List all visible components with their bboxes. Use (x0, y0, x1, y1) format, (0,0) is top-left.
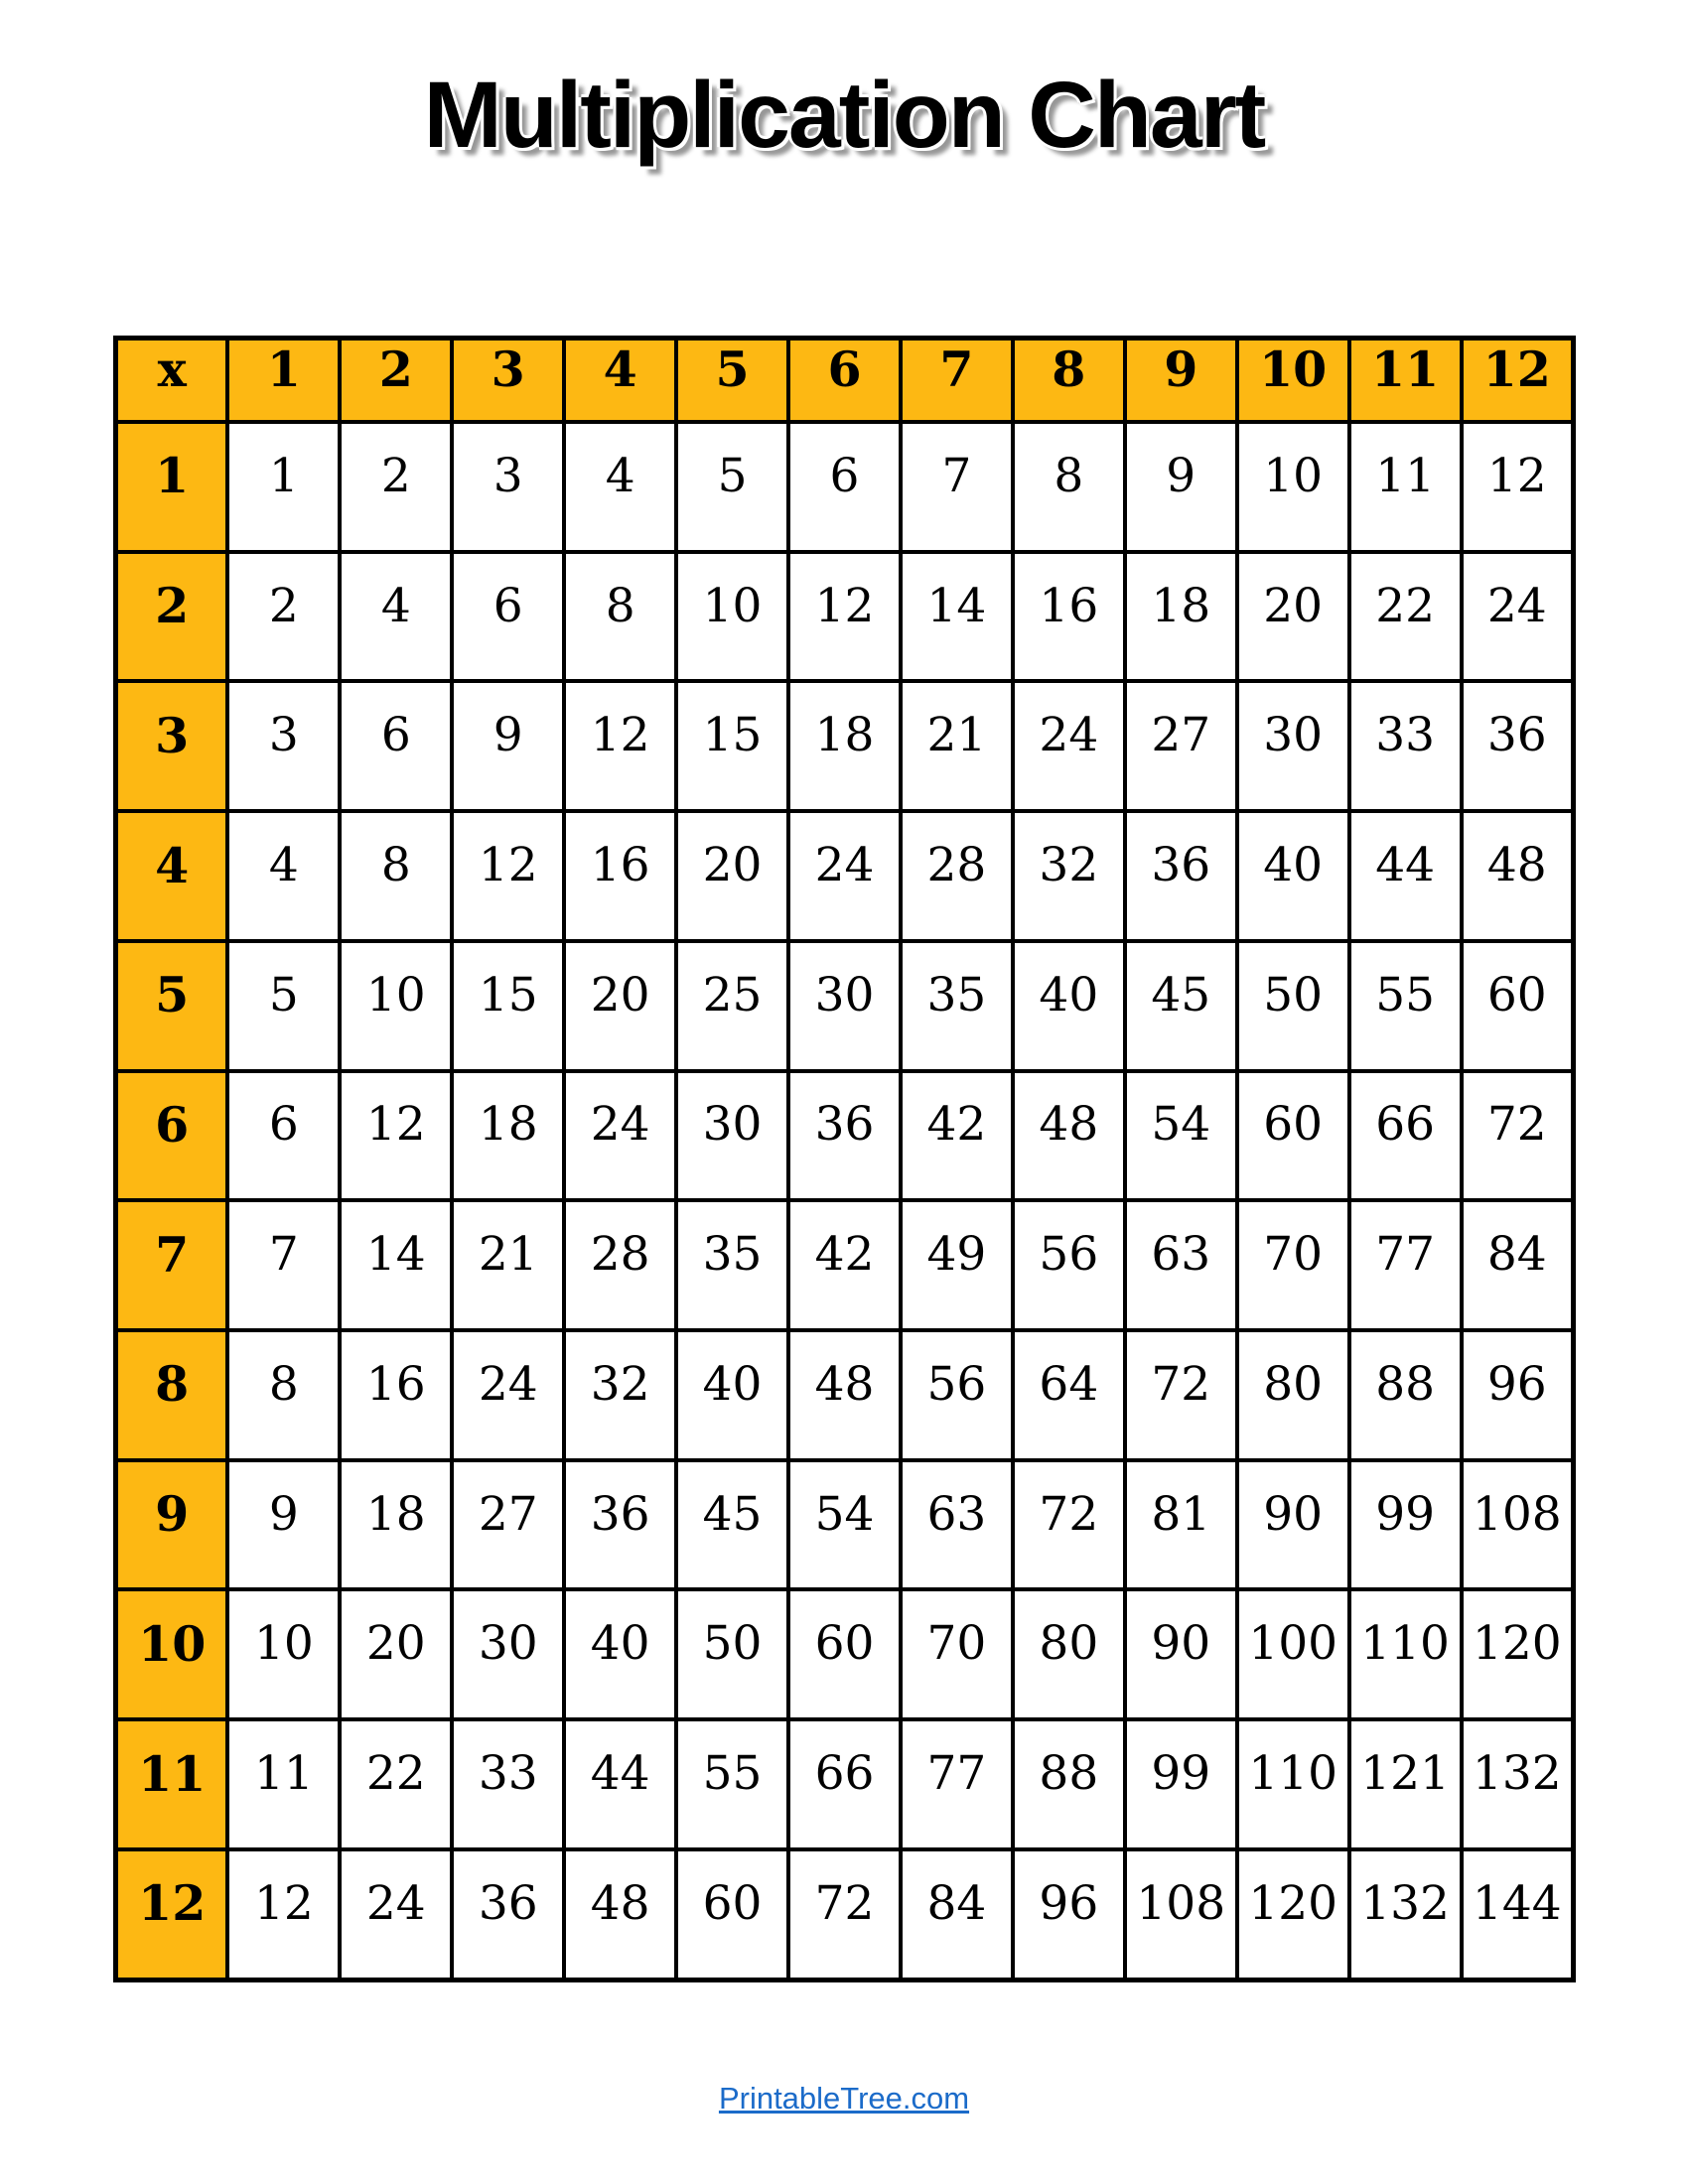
product-cell: 24 (1462, 552, 1574, 682)
product-cell: 54 (788, 1460, 901, 1590)
product-cell: 10 (340, 941, 452, 1071)
table-row (116, 1719, 1574, 1849)
footer (0, 2081, 1688, 2116)
product-cell: 88 (1349, 1330, 1462, 1460)
product-cell: 40 (1237, 811, 1349, 941)
product-cell: 14 (340, 1200, 452, 1330)
row-header-cell: 8 (116, 1330, 228, 1460)
row-header-cell: 4 (116, 811, 228, 941)
product-cell: 24 (452, 1330, 564, 1460)
product-cell: 100 (1237, 1589, 1349, 1719)
product-cell: 25 (676, 941, 788, 1071)
product-cell: 70 (901, 1589, 1013, 1719)
product-cell: 24 (788, 811, 901, 941)
product-cell: 24 (340, 1849, 452, 1980)
product-cell: 36 (1125, 811, 1237, 941)
row-header-cell: 6 (116, 1071, 228, 1201)
product-cell: 81 (1125, 1460, 1237, 1590)
product-cell: 90 (1125, 1589, 1237, 1719)
product-cell: 66 (788, 1719, 901, 1849)
product-cell: 20 (1237, 552, 1349, 682)
col-header-cell: 12 (1462, 339, 1574, 423)
product-cell: 40 (564, 1589, 676, 1719)
product-cell: 64 (1013, 1330, 1125, 1460)
product-cell: 32 (564, 1330, 676, 1460)
product-cell: 28 (564, 1200, 676, 1330)
product-cell: 10 (1237, 422, 1349, 552)
product-cell: 7 (227, 1200, 340, 1330)
product-cell: 60 (676, 1849, 788, 1980)
product-cell: 66 (1349, 1071, 1462, 1201)
col-header-cell: 7 (901, 339, 1013, 423)
product-cell: 4 (564, 422, 676, 552)
product-cell: 77 (1349, 1200, 1462, 1330)
col-header-cell: 10 (1237, 339, 1349, 423)
table-body (116, 422, 1574, 1980)
product-cell: 120 (1462, 1589, 1574, 1719)
product-cell: 72 (1125, 1330, 1237, 1460)
table-row (116, 811, 1574, 941)
product-cell: 5 (227, 941, 340, 1071)
product-cell: 10 (227, 1589, 340, 1719)
product-cell: 84 (901, 1849, 1013, 1980)
product-cell: 18 (1125, 552, 1237, 682)
col-header-cell: 8 (1013, 339, 1125, 423)
product-cell: 1 (227, 422, 340, 552)
product-cell: 3 (227, 681, 340, 811)
product-cell: 99 (1349, 1460, 1462, 1590)
product-cell: 9 (452, 681, 564, 811)
product-cell: 18 (452, 1071, 564, 1201)
footer-link[interactable]: PrintableTree.com (718, 2081, 970, 2116)
product-cell: 11 (227, 1719, 340, 1849)
product-cell: 12 (340, 1071, 452, 1201)
product-cell: 121 (1349, 1719, 1462, 1849)
product-cell: 48 (788, 1330, 901, 1460)
col-header-cell: 3 (452, 339, 564, 423)
product-cell: 60 (1462, 941, 1574, 1071)
product-cell: 2 (340, 422, 452, 552)
product-cell: 35 (676, 1200, 788, 1330)
col-header-cell: 11 (1349, 339, 1462, 423)
product-cell: 21 (901, 681, 1013, 811)
product-cell: 44 (1349, 811, 1462, 941)
product-cell: 11 (1349, 422, 1462, 552)
product-cell: 110 (1237, 1719, 1349, 1849)
product-cell: 55 (1349, 941, 1462, 1071)
corner-cell: x (116, 339, 228, 423)
product-cell: 6 (452, 552, 564, 682)
col-header-cell: 6 (788, 339, 901, 423)
col-header-cell: 5 (676, 339, 788, 423)
product-cell: 9 (227, 1460, 340, 1590)
product-cell: 16 (564, 811, 676, 941)
product-cell: 42 (901, 1071, 1013, 1201)
col-header-cell: 4 (564, 339, 676, 423)
row-header-cell: 12 (116, 1849, 228, 1980)
row-header-cell: 1 (116, 422, 228, 552)
product-cell: 48 (1462, 811, 1574, 941)
product-cell: 72 (788, 1849, 901, 1980)
product-cell: 12 (564, 681, 676, 811)
product-cell: 120 (1237, 1849, 1349, 1980)
table-row (116, 1200, 1574, 1330)
product-cell: 14 (901, 552, 1013, 682)
product-cell: 45 (1125, 941, 1237, 1071)
row-header-cell: 3 (116, 681, 228, 811)
product-cell: 35 (901, 941, 1013, 1071)
product-cell: 80 (1013, 1589, 1125, 1719)
product-cell: 84 (1462, 1200, 1574, 1330)
product-cell: 22 (340, 1719, 452, 1849)
col-header-cell: 1 (227, 339, 340, 423)
product-cell: 48 (1013, 1071, 1125, 1201)
product-cell: 4 (227, 811, 340, 941)
table-row (116, 681, 1574, 811)
product-cell: 30 (788, 941, 901, 1071)
product-cell: 2 (227, 552, 340, 682)
table-row (116, 1849, 1574, 1980)
product-cell: 22 (1349, 552, 1462, 682)
product-cell: 54 (1125, 1071, 1237, 1201)
col-header-cell: 2 (340, 339, 452, 423)
product-cell: 24 (1013, 681, 1125, 811)
product-cell: 8 (564, 552, 676, 682)
table-row (116, 552, 1574, 682)
product-cell: 88 (1013, 1719, 1125, 1849)
product-cell: 36 (1462, 681, 1574, 811)
product-cell: 4 (340, 552, 452, 682)
product-cell: 40 (676, 1330, 788, 1460)
table-header-row (116, 339, 1574, 423)
product-cell: 45 (676, 1460, 788, 1590)
product-cell: 55 (676, 1719, 788, 1849)
row-header-cell: 10 (116, 1589, 228, 1719)
table-row (116, 1460, 1574, 1590)
product-cell: 18 (340, 1460, 452, 1590)
product-cell: 99 (1125, 1719, 1237, 1849)
row-header-cell: 11 (116, 1719, 228, 1849)
product-cell: 36 (452, 1849, 564, 1980)
product-cell: 90 (1237, 1460, 1349, 1590)
product-cell: 33 (452, 1719, 564, 1849)
product-cell: 6 (227, 1071, 340, 1201)
product-cell: 60 (1237, 1071, 1349, 1201)
product-cell: 18 (788, 681, 901, 811)
page-title: Multiplication Chart (423, 63, 1265, 168)
product-cell: 72 (1013, 1460, 1125, 1590)
product-cell: 56 (1013, 1200, 1125, 1330)
product-cell: 132 (1462, 1719, 1574, 1849)
product-cell: 12 (788, 552, 901, 682)
product-cell: 10 (676, 552, 788, 682)
product-cell: 20 (676, 811, 788, 941)
product-cell: 144 (1462, 1849, 1574, 1980)
product-cell: 96 (1462, 1330, 1574, 1460)
product-cell: 132 (1349, 1849, 1462, 1980)
product-cell: 20 (564, 941, 676, 1071)
product-cell: 6 (340, 681, 452, 811)
product-cell: 36 (788, 1071, 901, 1201)
product-cell: 63 (901, 1460, 1013, 1590)
table-row (116, 1330, 1574, 1460)
product-cell: 16 (340, 1330, 452, 1460)
header-row (116, 339, 1574, 423)
product-cell: 12 (227, 1849, 340, 1980)
product-cell: 20 (340, 1589, 452, 1719)
product-cell: 40 (1013, 941, 1125, 1071)
product-cell: 108 (1462, 1460, 1574, 1590)
col-header-cell: 9 (1125, 339, 1237, 423)
product-cell: 110 (1349, 1589, 1462, 1719)
product-cell: 56 (901, 1330, 1013, 1460)
product-cell: 9 (1125, 422, 1237, 552)
product-cell: 96 (1013, 1849, 1125, 1980)
product-cell: 77 (901, 1719, 1013, 1849)
product-cell: 48 (564, 1849, 676, 1980)
product-cell: 60 (788, 1589, 901, 1719)
product-cell: 70 (1237, 1200, 1349, 1330)
product-cell: 32 (1013, 811, 1125, 941)
product-cell: 108 (1125, 1849, 1237, 1980)
multiplication-table (113, 336, 1576, 1982)
product-cell: 24 (564, 1071, 676, 1201)
row-header-cell: 5 (116, 941, 228, 1071)
product-cell: 8 (340, 811, 452, 941)
row-header-cell: 7 (116, 1200, 228, 1330)
row-header-cell: 9 (116, 1460, 228, 1590)
table-row (116, 1589, 1574, 1719)
product-cell: 27 (1125, 681, 1237, 811)
product-cell: 3 (452, 422, 564, 552)
product-cell: 44 (564, 1719, 676, 1849)
row-header-cell: 2 (116, 552, 228, 682)
table-row (116, 422, 1574, 552)
product-cell: 5 (676, 422, 788, 552)
product-cell: 36 (564, 1460, 676, 1590)
product-cell: 8 (227, 1330, 340, 1460)
product-cell: 15 (676, 681, 788, 811)
product-cell: 42 (788, 1200, 901, 1330)
product-cell: 30 (452, 1589, 564, 1719)
product-cell: 50 (1237, 941, 1349, 1071)
product-cell: 80 (1237, 1330, 1349, 1460)
product-cell: 12 (1462, 422, 1574, 552)
product-cell: 63 (1125, 1200, 1237, 1330)
table-row (116, 1071, 1574, 1201)
product-cell: 8 (1013, 422, 1125, 552)
product-cell: 27 (452, 1460, 564, 1590)
product-cell: 7 (901, 422, 1013, 552)
product-cell: 30 (676, 1071, 788, 1201)
product-cell: 28 (901, 811, 1013, 941)
table-row (116, 941, 1574, 1071)
product-cell: 30 (1237, 681, 1349, 811)
product-cell: 21 (452, 1200, 564, 1330)
product-cell: 16 (1013, 552, 1125, 682)
product-cell: 72 (1462, 1071, 1574, 1201)
product-cell: 49 (901, 1200, 1013, 1330)
product-cell: 12 (452, 811, 564, 941)
product-cell: 15 (452, 941, 564, 1071)
product-cell: 50 (676, 1589, 788, 1719)
product-cell: 33 (1349, 681, 1462, 811)
product-cell: 6 (788, 422, 901, 552)
